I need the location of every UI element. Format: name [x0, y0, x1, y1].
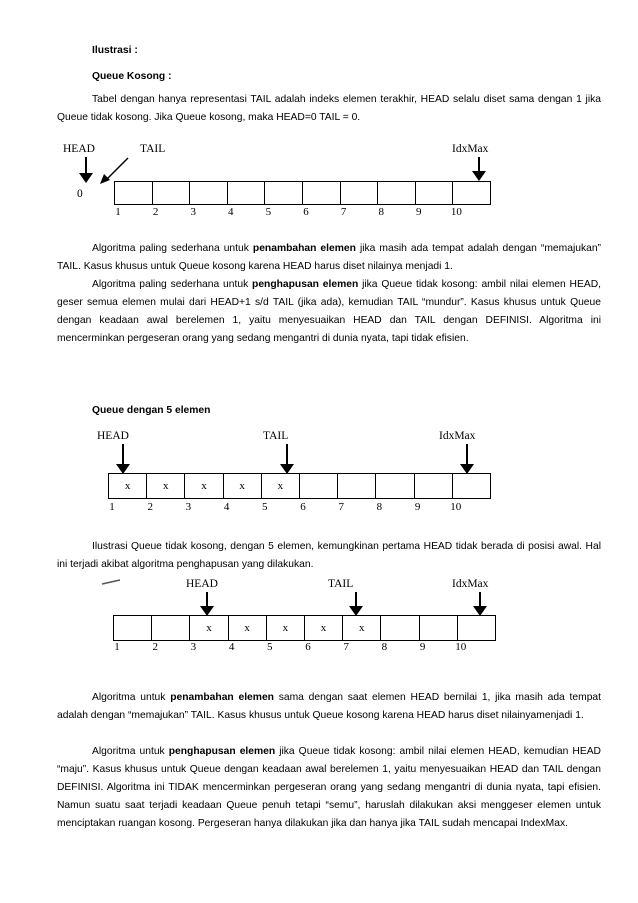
tail-arrow-icon: [349, 592, 363, 616]
index-number: 6: [300, 501, 306, 513]
index-number: 4: [228, 641, 235, 653]
index-number: 7: [338, 501, 344, 513]
tail-label: TAIL: [263, 430, 289, 442]
index-number: 8: [378, 206, 384, 218]
index-number: 6: [303, 206, 309, 218]
paragraph-empty-queue: Tabel dengan hanya representasi TAIL adalah indeks elemen terakhir, HEAD selalu diset sama dengan 1 jika Queue tidak kosong. Jika Queue kosong, maka HEAD=0 TAIL = 0.: [57, 94, 601, 123]
del1-bold: penghapusan elemen: [252, 279, 359, 290]
del1-post: jika Queue tidak kosong: ambil nilai elemen HEAD, geser semua elemen mulai dari HEAD+1 s/d TAIL (jika ada), kemudian TAIL “mundur”. Kasus khusus untuk Queue dengan keadaan awal berelemen 1, yaitu menyesuaikan HEAD dan TAIL dengan DEFINISI. Algoritma ini mencerminkan pergeseran orang yang sedang mengantri di dunia nyata, tapi tidak efisien.: [57, 279, 601, 344]
paragraph-delete-element-1: [57, 276, 601, 348]
index-number: 7: [340, 206, 347, 218]
queue-cell: [415, 474, 453, 498]
index-number: 10: [450, 501, 462, 513]
index-number: 5: [262, 501, 268, 513]
tail-label: TAIL: [328, 578, 354, 590]
index-number: 6: [305, 641, 311, 653]
head-label: HEAD: [186, 578, 218, 590]
head-arrow-icon: [200, 592, 214, 616]
index-number: 3: [190, 206, 196, 218]
queue-cells-shifted: [113, 615, 496, 641]
zero-label: 0: [77, 188, 83, 200]
head-label: HEAD: [97, 430, 129, 442]
queue-cells-empty: [114, 181, 491, 205]
idxmax-label: IdxMax: [452, 578, 489, 590]
queue-cell: x: [109, 474, 147, 498]
queue-cell: [300, 474, 338, 498]
queue-cell: [453, 182, 491, 204]
queue-cell: [458, 616, 496, 640]
tail-arrow-icon: [280, 444, 294, 474]
add2-pre: Algoritma untuk: [92, 692, 171, 703]
queue-cell: [341, 182, 379, 204]
heading-queue-kosong: Queue Kosong :: [92, 71, 172, 82]
paragraph-delete-element-2: [57, 743, 601, 833]
index-number: 2: [152, 641, 158, 653]
add1-bold: penambahan elemen: [252, 243, 356, 254]
queue-cell: x: [147, 474, 185, 498]
queue-cell: x: [224, 474, 262, 498]
index-number: 10: [455, 641, 467, 653]
queue-cell: [338, 474, 376, 498]
idxmax-label: IdxMax: [439, 430, 476, 442]
index-number: 5: [265, 206, 272, 218]
queue-cell: [152, 616, 190, 640]
queue-cell: x: [185, 474, 223, 498]
queue-cell: [228, 182, 266, 204]
queue-cell: [265, 182, 303, 204]
add1-pre: Algoritma paling sederhana untuk: [92, 243, 253, 254]
queue-cell: [303, 182, 341, 204]
idxmax-arrow-icon: [460, 444, 474, 474]
queue-cell: [376, 474, 414, 498]
queue-cell: [416, 182, 454, 204]
stray-mark-icon: [100, 578, 124, 586]
idxmax-arrow-icon: [472, 157, 486, 181]
head-label: HEAD: [63, 143, 95, 155]
queue-cell: [381, 616, 419, 640]
index-number: 8: [376, 501, 383, 513]
add1-post: jika masih ada tempat adalah dengan “memajukan” TAIL. Kasus khusus untuk Queue kosong karena HEAD harus diset nilainya menjadi 1.: [57, 243, 601, 272]
index-number: 9: [419, 641, 426, 653]
del1-pre: Algoritma paling sederhana untuk: [92, 279, 253, 290]
index-number: 8: [381, 641, 388, 653]
tail-label: TAIL: [140, 143, 166, 155]
idxmax-arrow-icon: [473, 592, 487, 616]
index-number: 1: [114, 641, 120, 653]
paragraph-illustration: Ilustrasi Queue tidak kosong, dengan 5 elemen, kemungkinan pertama HEAD tidak berada di posisi awal. Hal ini terjadi akibat algoritma penghapusan yang dilakukan.: [57, 541, 601, 570]
queue-cell: x: [190, 616, 228, 640]
queue-cell: [153, 182, 191, 204]
del2-pre: Algoritma untuk: [92, 746, 169, 757]
queue-cell: [190, 182, 228, 204]
queue-cell: x: [229, 616, 267, 640]
index-number: 3: [185, 501, 192, 513]
queue-cell: x: [305, 616, 343, 640]
index-number: 9: [416, 206, 422, 218]
queue-cell: [453, 474, 491, 498]
index-number: 9: [414, 501, 421, 513]
index-number: 1: [115, 206, 121, 218]
index-number: 4: [223, 501, 230, 513]
queue-cell: [115, 182, 153, 204]
heading-ilustrasi: Ilustrasi :: [92, 45, 138, 56]
add2-post: sama dengan saat elemen HEAD bernilai 1, jika masih ada tempat adalah dengan “memajukan” TAIL. Kasus khusus untuk Queue kosong karena HEAD harus diset nilainyamenjadi 1.: [57, 692, 602, 721]
queue-cell: [114, 616, 152, 640]
index-number: 7: [343, 641, 349, 653]
index-number: 1: [109, 501, 115, 513]
queue-cells-5: [108, 473, 491, 499]
index-number: 5: [267, 641, 273, 653]
head-arrow-icon: [79, 157, 93, 183]
queue-cell: [420, 616, 458, 640]
queue-cell: x: [267, 616, 305, 640]
paragraph-add-element-1: [57, 240, 601, 276]
queue-cell: x: [343, 616, 381, 640]
heading-queue-5: Queue dengan 5 elemen: [92, 405, 211, 416]
del2-post: jika Queue tidak kosong: ambil nilai elemen HEAD, kemudian HEAD “maju”. Kasus khusus untuk Queue dengan keadaan awal berelemen 1, yaitu menyesuaikan HEAD dan TAIL dengan DEFINISI. Algoritma ini TIDAK mencerminkan pergeseran orang yang sedang mengantri di dunia nyata, tapi efisien. Namun suatu saat terjadi keadaan Queue penuh tetapi “semu”, haruslah dilakukan aksi menggeser elemen untuk menciptakan ruangan kosong. Pergeseran hanya dilakukan jika dan hanya jika TAIL sudah mencapai IndexMax.: [57, 746, 601, 829]
del2-bold: penghapusan elemen: [168, 746, 276, 757]
queue-cell: [378, 182, 416, 204]
queue-cell: x: [262, 474, 300, 498]
index-number: 10: [450, 206, 462, 218]
add2-bold: penambahan elemen: [170, 692, 274, 703]
index-number: 2: [152, 206, 159, 218]
idxmax-label: IdxMax: [452, 143, 489, 155]
index-number: 3: [190, 641, 197, 653]
head-arrow-icon: [116, 444, 130, 474]
paragraph-add-element-2: [57, 689, 601, 725]
index-number: 4: [228, 206, 234, 218]
index-number: 2: [147, 501, 153, 513]
